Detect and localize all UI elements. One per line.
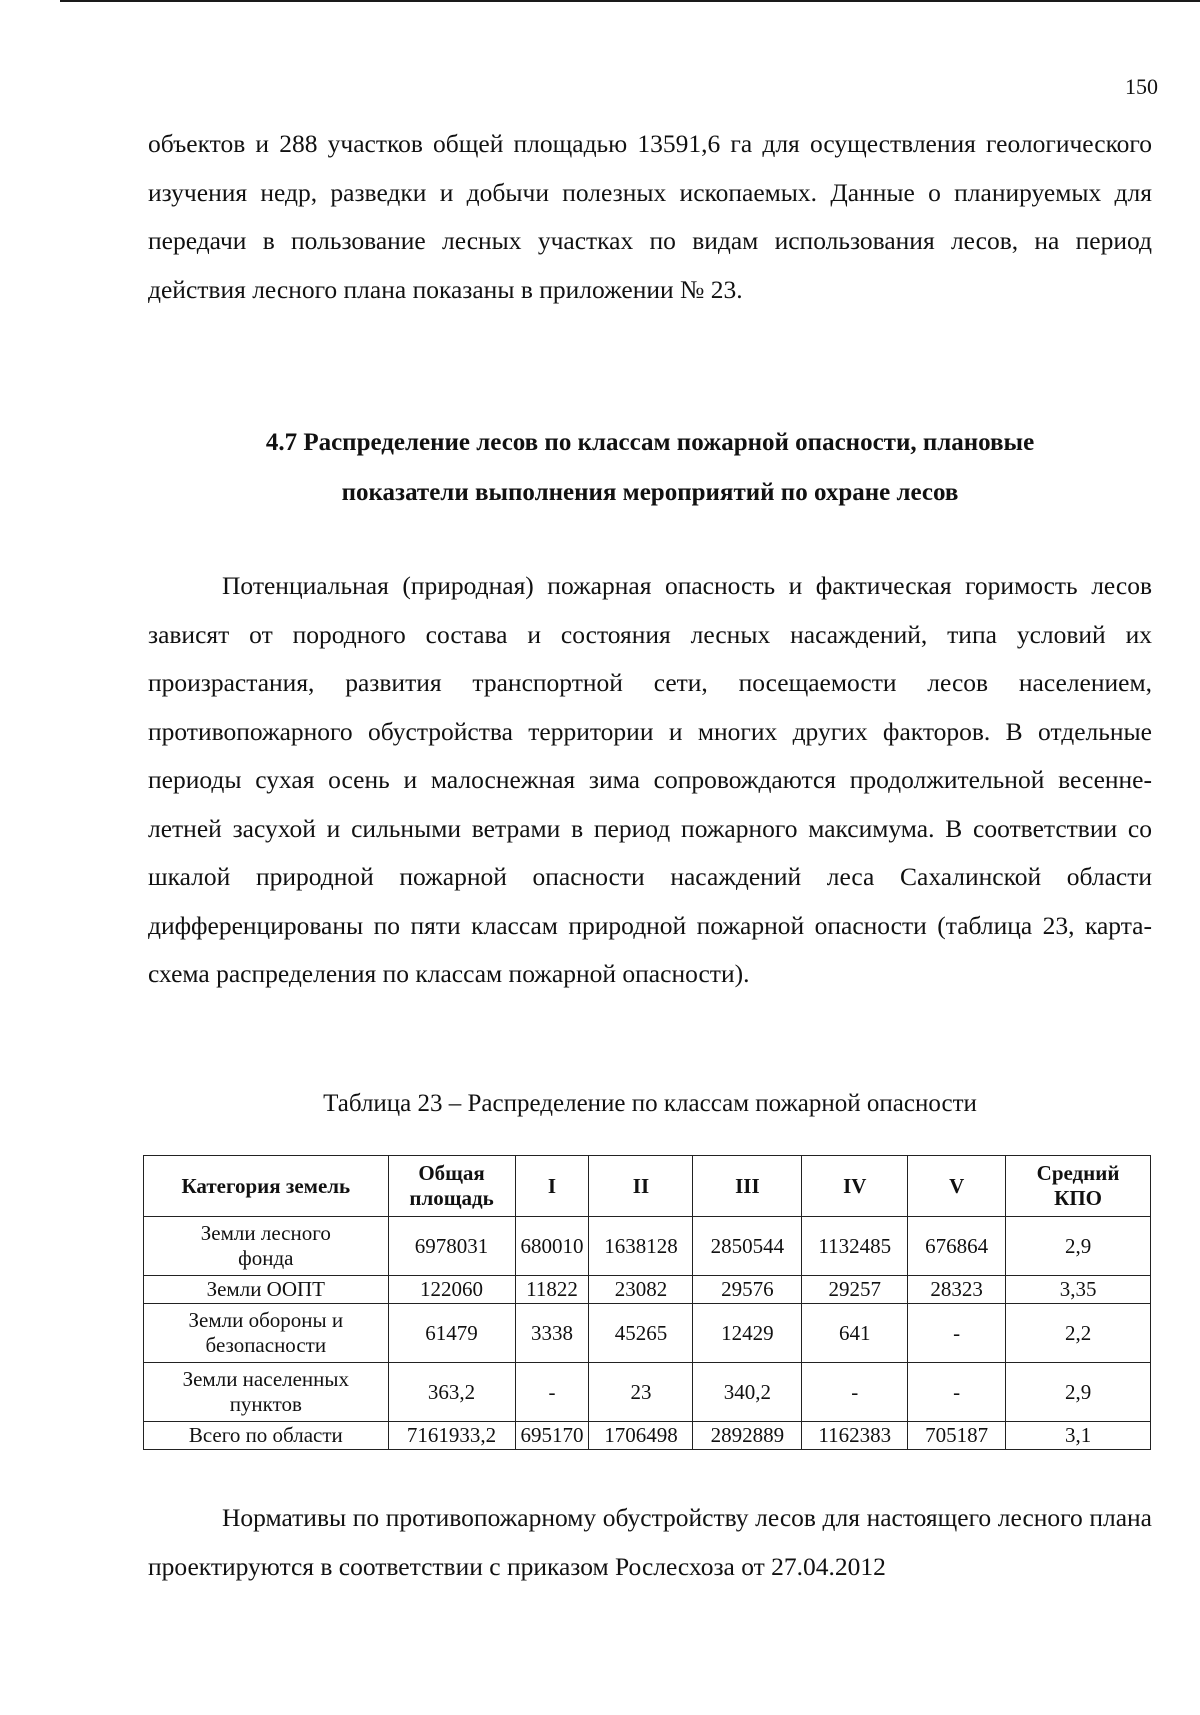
- cell-area: 363,2: [388, 1363, 515, 1422]
- section-heading-line-1: 4.7 Распределение лесов по классам пожарной опасности, плановые: [265, 429, 1035, 456]
- cell-category: Земли ООПТ: [144, 1276, 389, 1304]
- header-total-area: Общая площадь: [388, 1156, 515, 1217]
- cell-class-3: 340,2: [693, 1363, 802, 1422]
- paragraph-fire-standards: Нормативы по противопожарному обустройству лесов для настоящего лесного плана проектируются в соответствии с приказом Рослесхоза от 27.04.2012: [148, 1503, 1152, 1581]
- paragraph-fire-danger: Потенциальная (природная) пожарная опасность и фактическая горимость лесов зависят от породного состава и состояния лесных насаждений, типа условий их произрастания, развития транспортной сети, посещаемости лесов населением, противопожарного обустройства территории и многих других факторов. В отдельные периоды сухая осень и малоснежная зима сопровождаются продолжительной весенне-летней засухой и сильными ветрами в период пожарного максимума. В соответствии со шкалой природной пожарной опасности насаждений леса Сахалинской области дифференцированы по пяти классам природной пожарной опасности (таблица 23, карта-схема распределения по классам пожарной опасности).: [148, 571, 1152, 988]
- cell-class-5: 705187: [908, 1422, 1006, 1450]
- header-class-2: II: [589, 1156, 693, 1217]
- header-class-5: V: [908, 1156, 1006, 1217]
- section-heading-line-2: показатели выполнения мероприятий по охране лесов: [341, 479, 959, 506]
- header-class-3: III: [693, 1156, 802, 1217]
- table-row: [144, 1363, 1151, 1422]
- cell-class-3: 12429: [693, 1304, 802, 1363]
- cell-class-1: 11822: [515, 1276, 589, 1304]
- cell-class-5: -: [908, 1363, 1006, 1422]
- cell-area: 122060: [388, 1276, 515, 1304]
- cell-class-4: 1162383: [802, 1422, 908, 1450]
- cell-kpo: 3,1: [1006, 1422, 1151, 1450]
- section-heading: [148, 418, 1152, 518]
- cell-class-4: 641: [802, 1304, 908, 1363]
- table-row: [144, 1217, 1151, 1276]
- cell-kpo: 3,35: [1006, 1276, 1151, 1304]
- cell-category: Земли лесного фонда: [144, 1217, 389, 1276]
- cell-class-5: 676864: [908, 1217, 1006, 1276]
- table-caption: Таблица 23 – Распределение по классам пожарной опасности: [323, 1090, 977, 1117]
- paragraph-land-plots: объектов и 288 участков общей площадью 13591,6 га для осуществления геологического изучения недр, разведки и добычи полезных ископаемых. Данные о планируемых для передачи в пользование лесных участках по видам использования лесов, на период действия лесного плана показаны в приложении № 23.: [148, 129, 1152, 304]
- cell-class-2: 45265: [589, 1304, 693, 1363]
- cell-class-5: 28323: [908, 1276, 1006, 1304]
- cell-kpo: 2,9: [1006, 1217, 1151, 1276]
- cell-class-2: 1706498: [589, 1422, 693, 1450]
- cell-class-2: 23: [589, 1363, 693, 1422]
- cell-area: 7161933,2: [388, 1422, 515, 1450]
- fire-class-table: [143, 1155, 1151, 1450]
- cell-class-1: 3338: [515, 1304, 589, 1363]
- cell-class-4: 1132485: [802, 1217, 908, 1276]
- cell-class-1: 680010: [515, 1217, 589, 1276]
- top-border-line: [60, 0, 1200, 2]
- cell-class-2: 23082: [589, 1276, 693, 1304]
- table-row-total: [144, 1422, 1151, 1450]
- cell-class-4: 29257: [802, 1276, 908, 1304]
- header-class-4: IV: [802, 1156, 908, 1217]
- table-header-row: [144, 1156, 1151, 1217]
- cell-category: Всего по области: [144, 1422, 389, 1450]
- cell-class-1: 695170: [515, 1422, 589, 1450]
- cell-class-2: 1638128: [589, 1217, 693, 1276]
- header-average-kpo: Средний КПО: [1006, 1156, 1151, 1217]
- header-category: Категория земель: [144, 1156, 389, 1217]
- page-number: 150: [1125, 74, 1158, 99]
- cell-class-3: 29576: [693, 1276, 802, 1304]
- cell-class-3: 2850544: [693, 1217, 802, 1276]
- cell-class-3: 2892889: [693, 1422, 802, 1450]
- cell-area: 6978031: [388, 1217, 515, 1276]
- cell-class-1: -: [515, 1363, 589, 1422]
- header-class-1: I: [515, 1156, 589, 1217]
- cell-class-4: -: [802, 1363, 908, 1422]
- table-row: [144, 1304, 1151, 1363]
- cell-category: Земли населенных пунктов: [144, 1363, 389, 1422]
- cell-kpo: 2,2: [1006, 1304, 1151, 1363]
- cell-area: 61479: [388, 1304, 515, 1363]
- cell-category: Земли обороны и безопасности: [144, 1304, 389, 1363]
- table-row: [144, 1276, 1151, 1304]
- cell-kpo: 2,9: [1006, 1363, 1151, 1422]
- cell-class-5: -: [908, 1304, 1006, 1363]
